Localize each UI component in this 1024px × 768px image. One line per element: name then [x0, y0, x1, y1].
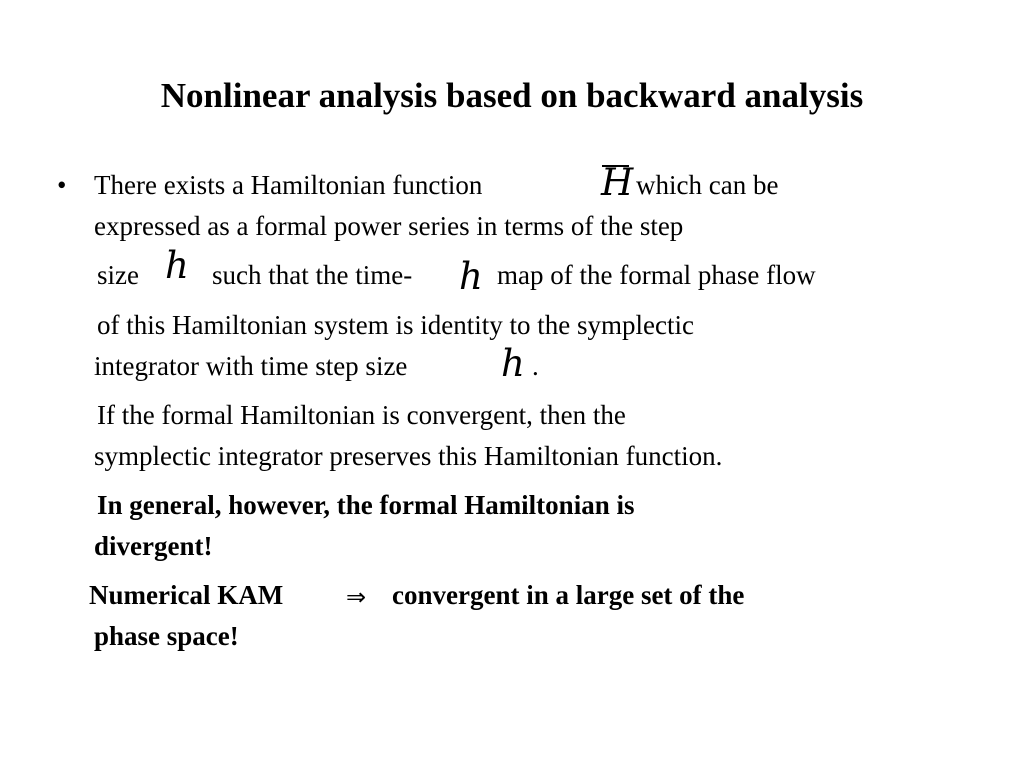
text-line-4: of this Hamiltonian system is identity to the symplectic — [97, 310, 694, 340]
text-line-3a: size — [97, 260, 139, 290]
implies-arrow-icon: ⇒ — [346, 583, 367, 611]
math-symbol-h-2: h — [459, 255, 483, 298]
text-line-10a: Numerical KAM — [89, 580, 284, 610]
math-symbol-h-3: h — [501, 342, 525, 385]
text-line-5a: integrator with time step size — [94, 351, 408, 381]
text-line-1a: There exists a Hamiltonian function — [94, 170, 483, 200]
text-line-11: phase space! — [94, 621, 239, 651]
text-line-5b: . — [532, 351, 539, 381]
text-line-6: If the formal Hamiltonian is convergent, then the — [97, 400, 626, 430]
text-line-3b: such that the time- — [212, 260, 413, 290]
text-line-10b: convergent in a large set of the — [392, 580, 745, 610]
text-line-9: divergent! — [94, 531, 213, 561]
text-line-2: expressed as a formal power series in terms of the step — [94, 211, 684, 241]
math-symbol-h-1: h — [165, 244, 189, 287]
text-line-7: symplectic integrator preserves this Hamiltonian function. — [94, 441, 723, 471]
text-line-1b: which can be — [636, 170, 779, 200]
slide-title: Nonlinear analysis based on backward analysis — [160, 76, 864, 115]
text-line-3c: map of the formal phase flow — [497, 260, 816, 290]
text-line-8: In general, however, the formal Hamiltonian is — [97, 490, 635, 520]
math-symbol-H-bar: H — [601, 161, 634, 204]
bullet-marker: • — [57, 170, 67, 200]
